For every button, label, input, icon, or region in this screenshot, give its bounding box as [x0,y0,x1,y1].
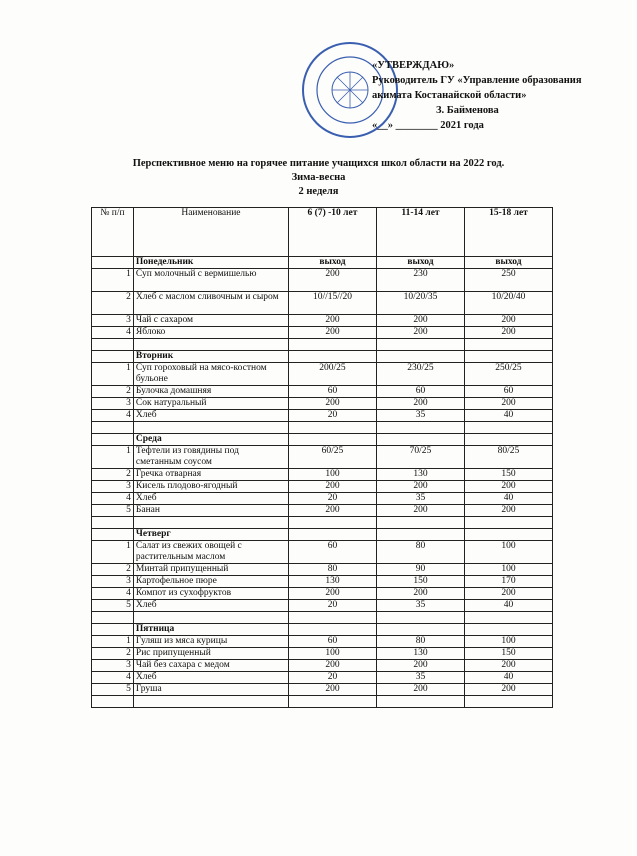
portion-age-15-18: 40 [464,672,552,684]
portion-age-11-14: 90 [376,564,464,576]
dish-name: Гуляш из мяса курицы [133,636,288,648]
row-number: 1 [92,446,134,469]
empty-cell [288,339,376,351]
dish-name: Груша [133,684,288,696]
row-number: 5 [92,600,134,612]
dish-name: Чай без сахара с медом [133,660,288,672]
dish-name: Рис припущенный [133,648,288,660]
dish-name: Компот из сухофруктов [133,588,288,600]
dish-name: Чай с сахаром [133,315,288,327]
approval-signer: З. Байменова [436,105,499,116]
table-row [92,672,553,684]
portion-age-11-14: 35 [376,493,464,505]
dish-name: Хлеб [133,600,288,612]
portion-age-6-10: 60 [288,541,376,564]
approval-line-2: акимата Костанайской области» [372,90,527,101]
row-number: 2 [92,648,134,660]
portion-age-15-18: 170 [464,576,552,588]
table-row [92,636,553,648]
dish-name: Булочка домашняя [133,386,288,398]
portion-age-15-18: 10/20/40 [464,292,552,315]
empty-cell [288,529,376,541]
portion-age-6-10: 60 [288,636,376,648]
day-name: Среда [133,434,288,446]
portion-age-15-18: 200 [464,660,552,672]
empty-cell [92,434,134,446]
empty-cell [92,696,134,708]
empty-cell [464,529,552,541]
spacer-row [92,517,553,529]
empty-cell [133,517,288,529]
spacer-row [92,339,553,351]
portion-age-11-14: 200 [376,327,464,339]
portion-age-15-18: 100 [464,636,552,648]
row-number: 4 [92,672,134,684]
portion-age-11-14: 200 [376,684,464,696]
empty-cell [133,422,288,434]
day-header-row [92,257,553,269]
portion-age-6-10: 20 [288,600,376,612]
portion-age-11-14: 200 [376,660,464,672]
portion-age-11-14: 200 [376,315,464,327]
empty-cell [464,696,552,708]
portion-age-11-14: 10/20/35 [376,292,464,315]
header-age-11-14: 11-14 лет [376,208,464,257]
portion-age-11-14: 130 [376,648,464,660]
portion-age-6-10: 200 [288,588,376,600]
row-number: 2 [92,564,134,576]
row-number: 1 [92,363,134,386]
day-name: Пятница [133,624,288,636]
dish-name: Банан [133,505,288,517]
portion-age-15-18: 100 [464,564,552,576]
empty-cell [92,612,134,624]
dish-name: Тефтели из говядины под сметанным соусом [133,446,288,469]
day-header-row [92,624,553,636]
row-number: 3 [92,481,134,493]
portion-age-6-10: 80 [288,564,376,576]
day-header-row [92,351,553,363]
empty-cell [92,339,134,351]
empty-cell [464,422,552,434]
empty-cell [288,612,376,624]
empty-cell [376,612,464,624]
portion-age-11-14: 200 [376,481,464,493]
portion-age-11-14: 230 [376,269,464,292]
table-row [92,684,553,696]
empty-cell [376,624,464,636]
empty-cell [464,339,552,351]
dish-name: Хлеб [133,493,288,505]
portion-age-15-18: 80/25 [464,446,552,469]
portion-age-15-18: 250 [464,269,552,292]
row-number: 4 [92,327,134,339]
row-number: 1 [92,636,134,648]
portion-age-11-14: 70/25 [376,446,464,469]
portion-age-6-10: 60/25 [288,446,376,469]
empty-cell [288,624,376,636]
portion-age-11-14: 200 [376,588,464,600]
row-number: 4 [92,588,134,600]
empty-cell [376,517,464,529]
header-age-6-10: 6 (7) -10 лет [288,208,376,257]
header-name: Наименование [133,208,288,257]
portion-age-15-18: 40 [464,600,552,612]
portion-age-6-10: 200 [288,684,376,696]
table-row [92,327,553,339]
row-number: 4 [92,410,134,422]
portion-age-11-14: 200 [376,505,464,517]
empty-cell [376,696,464,708]
portion-age-15-18: 200 [464,398,552,410]
row-number: 3 [92,660,134,672]
table-row [92,292,553,315]
portion-age-15-18: 200 [464,315,552,327]
portion-age-15-18: 100 [464,541,552,564]
dish-name: Хлеб [133,410,288,422]
empty-cell [376,351,464,363]
row-number: 2 [92,386,134,398]
empty-cell [464,612,552,624]
spacer-row [92,422,553,434]
portion-age-15-18: 200 [464,505,552,517]
dish-name: Минтай припущенный [133,564,288,576]
portion-age-6-10: 200 [288,505,376,517]
table-row [92,481,553,493]
portion-age-6-10: 100 [288,648,376,660]
approval-date: «__» ________ 2021 года [372,120,484,131]
table-row [92,576,553,588]
portion-age-15-18: 40 [464,410,552,422]
day-name: Понедельник [133,257,288,269]
portion-age-15-18: 150 [464,469,552,481]
portion-age-15-18: 200 [464,481,552,493]
empty-cell [92,529,134,541]
dish-name: Суп молочный с вермишелью [133,269,288,292]
portion-age-15-18: 250/25 [464,363,552,386]
portion-age-6-10: 200 [288,398,376,410]
spacer-row [92,612,553,624]
portion-age-11-14: 35 [376,410,464,422]
dish-name: Картофельное пюре [133,576,288,588]
row-number: 4 [92,493,134,505]
table-row [92,600,553,612]
portion-age-15-18: 200 [464,327,552,339]
portion-age-6-10: 20 [288,672,376,684]
empty-cell [288,696,376,708]
empty-cell [288,434,376,446]
day-header-row [92,434,553,446]
table-row [92,648,553,660]
header-number: № п/п [92,208,134,257]
page-title: Перспективное меню на горячее питание учащихся школ области на 2022 год. [132,158,505,169]
empty-cell [92,257,134,269]
portion-age-11-14: 230/25 [376,363,464,386]
empty-cell [464,434,552,446]
row-number: 5 [92,505,134,517]
empty-cell [92,624,134,636]
dish-name: Суп гороховый на мясо-костном бульоне [133,363,288,386]
dish-name: Салат из свежих овощей с растительным маслом [133,541,288,564]
unit-label: выход [464,257,552,269]
empty-cell [376,339,464,351]
empty-cell [133,696,288,708]
portion-age-6-10: 100 [288,469,376,481]
portion-age-11-14: 35 [376,672,464,684]
portion-age-11-14: 130 [376,469,464,481]
menu-table [91,207,553,708]
row-number: 5 [92,684,134,696]
empty-cell [464,351,552,363]
portion-age-6-10: 130 [288,576,376,588]
dish-name: Сок натуральный [133,398,288,410]
empty-cell [464,517,552,529]
dish-name: Гречка отварная [133,469,288,481]
empty-cell [464,624,552,636]
row-number: 3 [92,315,134,327]
table-row [92,446,553,469]
portion-age-11-14: 80 [376,636,464,648]
row-number: 3 [92,576,134,588]
table-row [92,564,553,576]
empty-cell [92,517,134,529]
empty-cell [288,517,376,529]
portion-age-15-18: 40 [464,493,552,505]
portion-age-15-18: 200 [464,684,552,696]
table-row [92,315,553,327]
dish-name: Хлеб с маслом сливочным и сыром [133,292,288,315]
portion-age-6-10: 200 [288,315,376,327]
empty-cell [376,434,464,446]
unit-label: выход [376,257,464,269]
row-number: 3 [92,398,134,410]
row-number: 1 [92,269,134,292]
table-row [92,269,553,292]
empty-cell [133,612,288,624]
portion-age-6-10: 200 [288,660,376,672]
unit-label: выход [288,257,376,269]
header-age-15-18: 15-18 лет [464,208,552,257]
portion-age-6-10: 200 [288,327,376,339]
day-name: Вторник [133,351,288,363]
portion-age-11-14: 80 [376,541,464,564]
portion-age-15-18: 60 [464,386,552,398]
table-row [92,588,553,600]
table-row [92,541,553,564]
portion-age-11-14: 35 [376,600,464,612]
approval-heading: «УТВЕРЖДАЮ» [372,60,455,71]
spacer-row [92,696,553,708]
portion-age-6-10: 20 [288,493,376,505]
portion-age-11-14: 60 [376,386,464,398]
portion-age-15-18: 200 [464,588,552,600]
table-row [92,410,553,422]
table-row [92,493,553,505]
season-subtitle: Зима-весна [291,172,346,183]
dish-name: Хлеб [133,672,288,684]
day-header-row [92,529,553,541]
empty-cell [288,351,376,363]
table-row [92,469,553,481]
dish-name: Яблоко [133,327,288,339]
table-row [92,363,553,386]
empty-cell [376,422,464,434]
portion-age-11-14: 200 [376,398,464,410]
empty-cell [288,422,376,434]
approval-block [372,58,582,133]
portion-age-11-14: 150 [376,576,464,588]
empty-cell [133,339,288,351]
portion-age-6-10: 60 [288,386,376,398]
portion-age-6-10: 200/25 [288,363,376,386]
table-row [92,505,553,517]
table-row [92,398,553,410]
portion-age-6-10: 20 [288,410,376,422]
row-number: 2 [92,469,134,481]
row-number: 1 [92,541,134,564]
empty-cell [92,422,134,434]
portion-age-15-18: 150 [464,648,552,660]
table-row [92,660,553,672]
portion-age-6-10: 200 [288,269,376,292]
empty-cell [376,529,464,541]
week-subtitle: 2 неделя [298,186,339,197]
day-name: Четверг [133,529,288,541]
portion-age-6-10: 200 [288,481,376,493]
dish-name: Кисель плодово-ягодный [133,481,288,493]
empty-cell [92,351,134,363]
table-row [92,386,553,398]
portion-age-6-10: 10//15//20 [288,292,376,315]
row-number: 2 [92,292,134,315]
approval-line-1: Руководитель ГУ «Управление образования [372,75,582,86]
